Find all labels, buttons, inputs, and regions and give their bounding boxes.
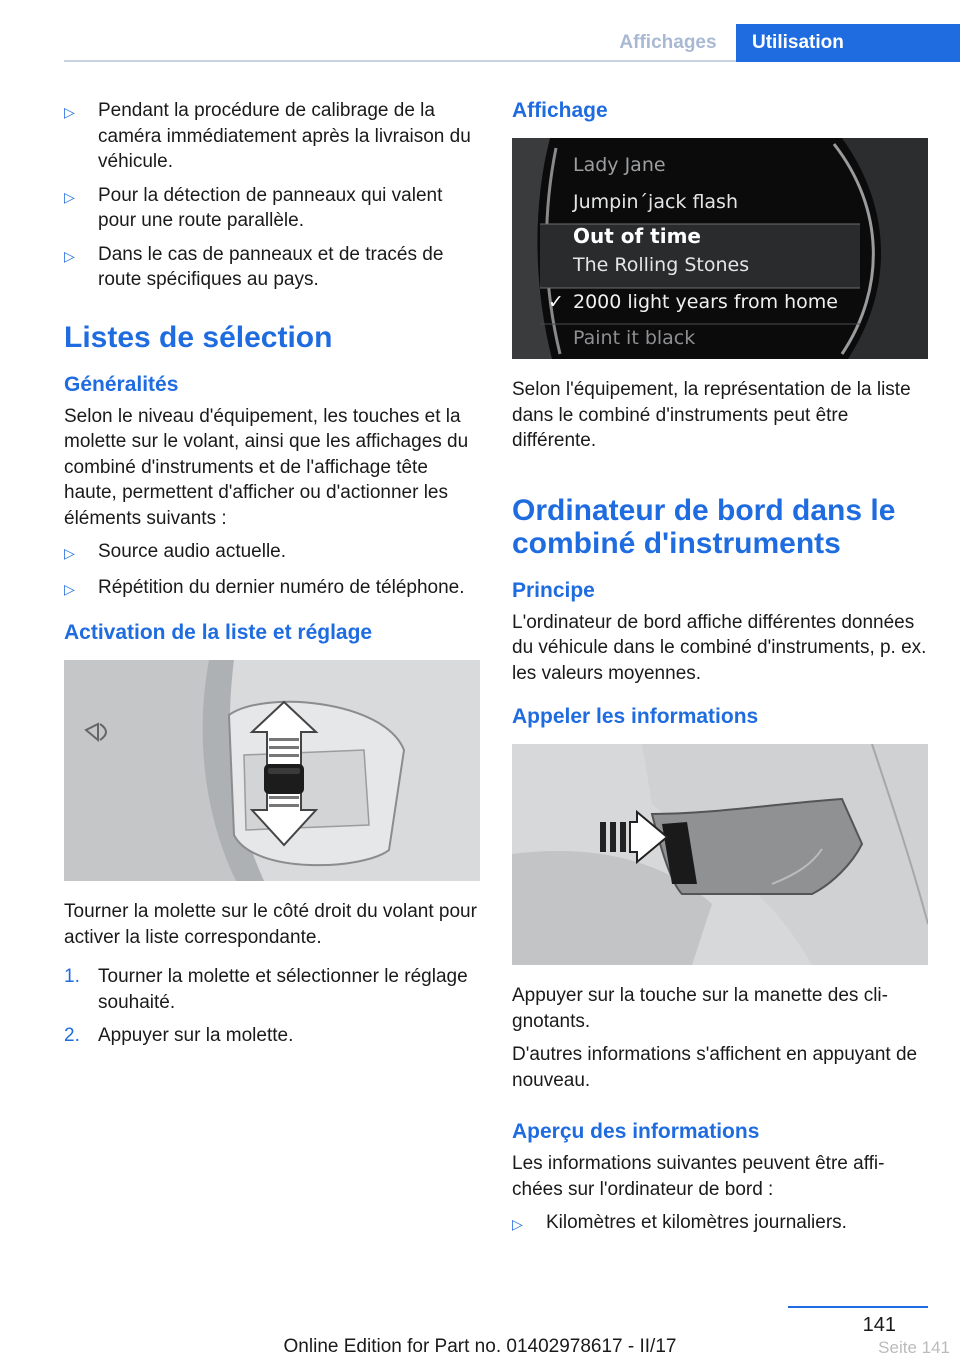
subsection-title: Affichage <box>512 99 608 122</box>
list-item: ▷ Kilomètres et kilomètres journaliers. <box>512 1210 928 1238</box>
page-number: 141 <box>862 1314 896 1336</box>
list-item: ▷ Répétition du dernier numéro de téléphone. <box>64 575 480 603</box>
subsection-title: Activation de la liste et réglage <box>64 621 373 644</box>
paragraph: Tourner la molette sur le côté droit du volant pour activer la liste correspondante. <box>64 901 477 948</box>
paragraph: Appuyer sur la touche sur la manette des clignotants. <box>512 985 888 1032</box>
subsection-title: Généralités <box>64 372 179 396</box>
numbered-step: 1. Tourner la molette et sélectionner le réglage souhaité. <box>64 964 480 1015</box>
triangle-bullet-icon: ▷ <box>64 580 75 597</box>
list-item: ▷ Dans le cas de panneaux et de tracés de route spécifiques au pays. <box>64 242 480 293</box>
instrument-cluster-list-display <box>512 138 928 359</box>
header-tab-affichages[interactable]: Affichages <box>619 32 717 53</box>
subsection-title: Aperçu des informations <box>512 1120 760 1143</box>
list-entry: Lady Jane <box>573 154 666 176</box>
paragraph: Selon l'équipement, la représentation de la liste dans le combiné d'instruments peut être différente. <box>512 379 911 451</box>
list-entry: Paint it black <box>573 327 696 349</box>
subsection-title: Principe <box>512 578 595 602</box>
step-number: 1. <box>64 966 80 987</box>
list-item: ▷ Pour la détection de panneaux qui valent pour une route parallèle. <box>64 183 480 234</box>
subsection-title: Appeler les informations <box>512 705 759 728</box>
list-entry: The Rolling Stones <box>573 254 750 276</box>
triangle-bullet-icon: ▷ <box>64 545 75 561</box>
right-column <box>512 98 928 1246</box>
section-title: Ordinateur de bord dans le combiné d'instruments <box>512 493 896 560</box>
triangle-bullet-icon: ▷ <box>64 188 75 205</box>
list-item: ▷ Source audio actuelle. <box>64 539 480 567</box>
footer-rule <box>788 1306 928 1308</box>
paragraph: L'ordinateur de bord affiche différentes données du véhicule dans le combiné d'instruments, p. ex. les valeurs moyennes. <box>512 611 927 684</box>
list-item: ▷ Pendant la procédure de calibrage de la caméra immédiatement après la livraison du véhicule. <box>64 98 480 175</box>
edition-note: Online Edition for Part no. 01402978617 - II/17 <box>283 1336 677 1357</box>
triangle-bullet-icon: ▷ <box>512 1216 523 1232</box>
section-title: Listes de sélection <box>64 320 333 354</box>
list-entry-selected: Out of time <box>573 224 701 248</box>
list-entry: Jumpin´jack flash <box>573 191 738 213</box>
check-icon: ✓ <box>548 291 564 313</box>
triangle-bullet-icon: ▷ <box>64 247 75 264</box>
paragraph: D'autres informations s'affichent en appuyant de nouveau. <box>512 1044 918 1091</box>
steering-wheel-roller-illustration <box>64 660 480 881</box>
triangle-bullet-icon: ▷ <box>64 104 75 120</box>
watermark: Seite 141 <box>878 1338 950 1357</box>
paragraph: Les informations suivantes peuvent être affichées sur l'ordinateur de bord : <box>512 1153 885 1200</box>
list-entry-checked: 2000 light years from home <box>573 291 838 313</box>
header-tab-utilisation[interactable]: Utilisation <box>736 24 960 62</box>
turn-signal-lever-illustration <box>512 744 928 965</box>
step-number: 2. <box>64 1025 80 1046</box>
numbered-step: 2. Appuyer sur la molette. <box>64 1023 480 1049</box>
left-column <box>64 98 480 1057</box>
paragraph: Selon le niveau d'équipement, les touches et la molette sur le volant, ainsi que les affichages du combiné d'instruments et de l'affichage tête haute, permettent d'afficher ou d'actionner les éléments suivants : <box>64 405 469 529</box>
